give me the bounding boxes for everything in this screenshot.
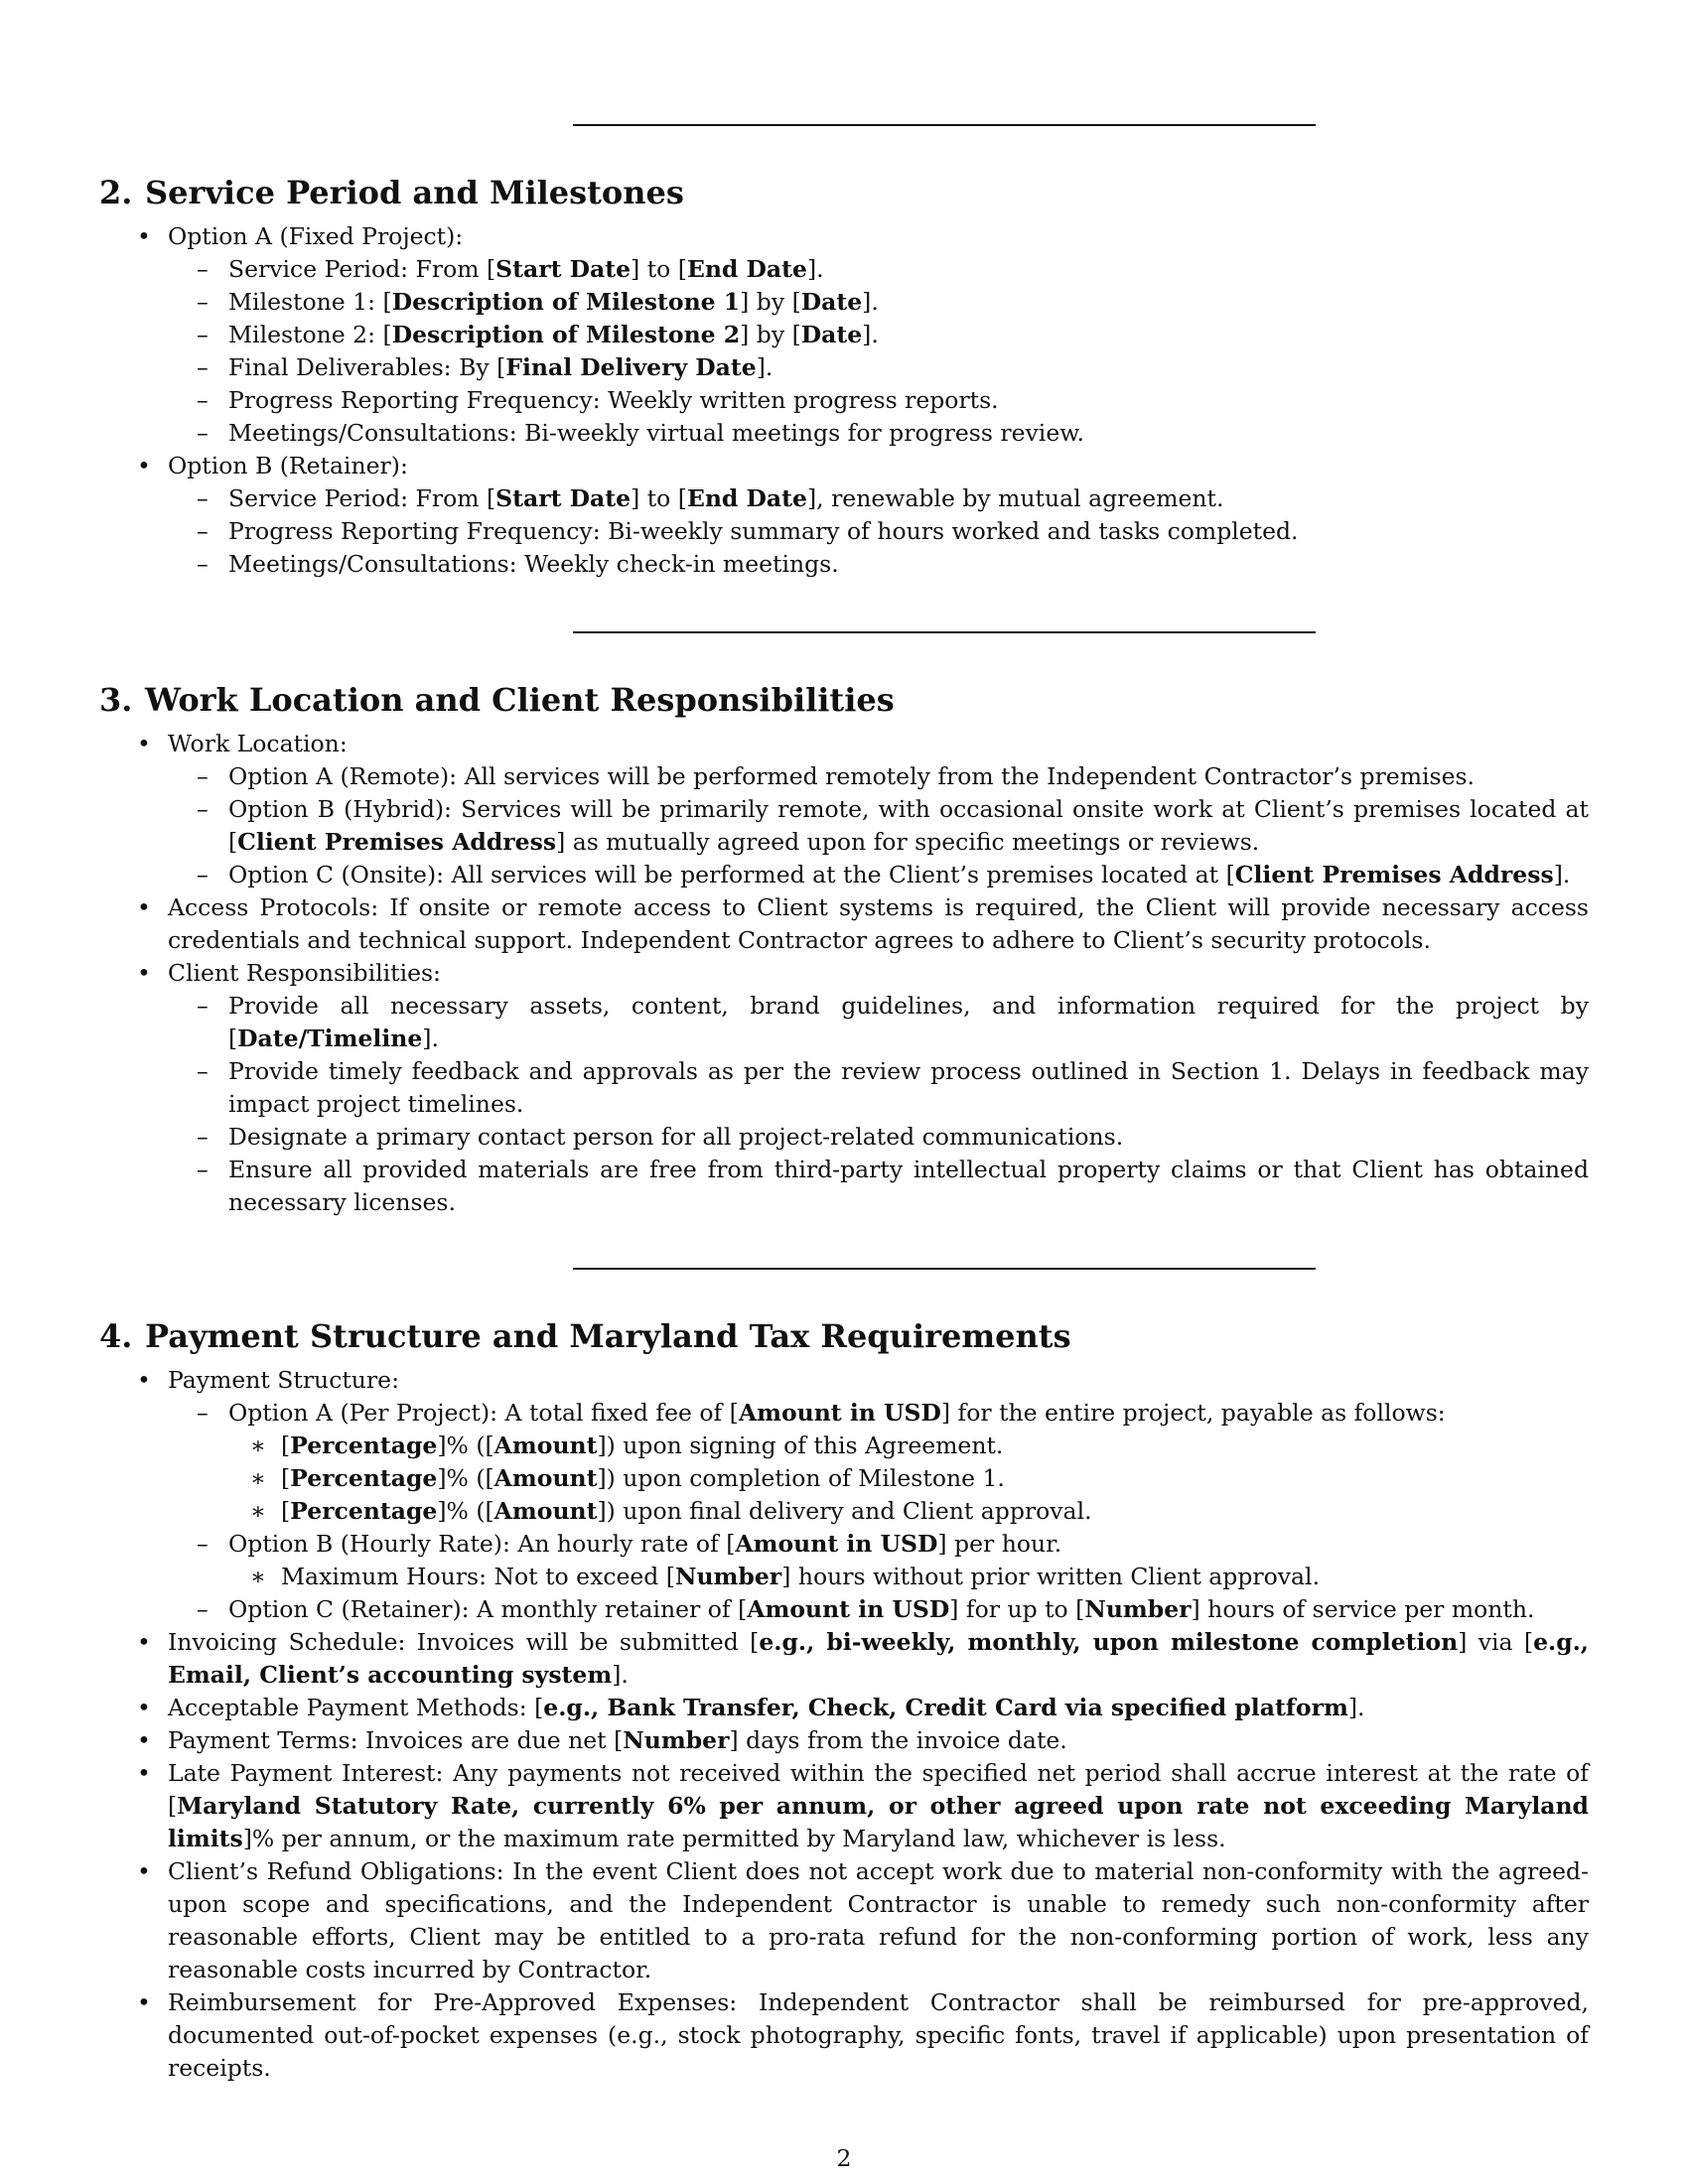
list-item: ∗ [Percentage]% ([Amount]) upon completion of Milestone 1. [250,1464,1005,1492]
section-2 [99,173,1589,581]
list-item: • Reimbursement for Pre-Approved Expenses: Independent Contractor shall be reimbursed for pre-approved, documented out-of-pocket expenses (e.g., stock photography, specific fonts, travel if applicable) upon presentation of receipts. [137,1988,1589,2082]
list-item: • Client Responsibilities: [137,959,441,987]
list-item: • Client’s Refund Obligations: In the event Client does not accept work due to material non-conformity with the agreed-upon scope and specifications, and the Independent Contractor is unable to remedy such non-conformity after reasonable efforts, Client may be entitled to a pro-rata refund for the non-conforming portion of work, less any reasonable costs incurred by Contractor. [137,1857,1589,1983]
list-item: – Designate a primary contact person for all project-related communications. [197,1123,1124,1151]
list-item: – Option A (Remote): All services will be performed remotely from the Independent Contractor’s premises. [197,762,1476,790]
horizontal-rule [573,124,1316,126]
page-number: 2 [836,2144,852,2172]
list-item: ∗ Maximum Hours: Not to exceed [Number] hours without prior written Client approval. [250,1563,1321,1590]
section-4 [99,1316,1589,2085]
list-item: • Late Payment Interest: Any payments not received within the specified net period shall accrue interest at the rate of [Maryland Statutory Rate, currently 6% per annum, or other agreed upon rate not exceeding Maryland limits]% per annum, or the maximum rate permitted by Maryland law, whichever is less. [137,1759,1589,1852]
section-number: 3. [99,681,133,719]
section-number: 2. [99,174,133,211]
list-item: • Access Protocols: If onsite or remote access to Client systems is required, the Client will provide necessary access credentials and technical support. Independent Contractor agrees to adhere to Client’s security protocols. [137,893,1589,954]
list-item: ∗ [Percentage]% ([Amount]) upon signing of this Agreement. [250,1432,1004,1459]
section-heading [99,173,1589,212]
list-item: – Option B (Hourly Rate): An hourly rate of [Amount in USD] per hour. [197,1530,1062,1558]
list-item: – Progress Reporting Frequency: Weekly written progress reports. [197,386,999,414]
list-item: • Payment Terms: Invoices are due net [Number] days from the invoice date. [137,1726,1067,1754]
list-item: • Option A (Fixed Project): [137,222,464,250]
list-item: – Milestone 2: [Description of Milestone 2] by [Date]. [197,321,879,348]
section-title: Work Location and Client Responsibilities [145,681,895,719]
list-item: – Option B (Hybrid): Services will be primarily remote, with occasional onsite work at Client’s premises located at [Client Premises Address] as mutually agreed upon for specific meetings or reviews. [197,795,1589,856]
list-item: – Option A (Per Project): A total fixed fee of [Amount in USD] for the entire project, payable as follows: [197,1399,1446,1427]
list-item: – Option C (Retainer): A monthly retainer of [Amount in USD] for up to [Number] hours of service per month. [197,1595,1535,1623]
section-number: 4. [99,1317,133,1355]
horizontal-rule [573,1268,1316,1270]
section-title: Payment Structure and Maryland Tax Requirements [145,1317,1071,1355]
horizontal-rule [573,631,1316,633]
list-item: • Payment Structure: [137,1366,399,1394]
list-item: – Provide timely feedback and approvals as per the review process outlined in Section 1. Delays in feedback may impact project timelines. [197,1057,1589,1118]
section-list [99,1364,1589,2085]
list-item: • Invoicing Schedule: Invoices will be submitted [e.g., bi-weekly, monthly, upon milestone completion] via [e.g., Email, Client’s accounting system]. [137,1628,1589,1689]
section-title: Service Period and Milestones [145,174,684,211]
list-item: – Final Deliverables: By [Final Delivery Date]. [197,353,774,381]
list-item: – Milestone 1: [Description of Milestone 1] by [Date]. [197,288,879,316]
list-item: ∗ [Percentage]% ([Amount]) upon final delivery and Client approval. [250,1497,1092,1525]
section-3 [99,680,1589,1219]
list-item: – Ensure all provided materials are free from third-party intellectual property claims or that Client has obtained necessary licenses. [197,1156,1589,1216]
list-item: • Work Location: [137,730,348,757]
list-item: – Option C (Onsite): All services will be performed at the Client’s premises located at [Client Premises Address]. [197,861,1571,888]
list-item: – Service Period: From [Start Date] to [End Date], renewable by mutual agreement. [197,484,1224,512]
section-list [99,728,1589,1219]
section-list [99,220,1589,581]
section-heading [99,680,1589,720]
list-item: • Acceptable Payment Methods: [e.g., Bank Transfer, Check, Credit Card via specified platform]. [137,1694,1365,1721]
list-item: • Option B (Retainer): [137,452,408,479]
list-item: – Provide all necessary assets, content, brand guidelines, and information required for the project by [Date/Timeline]. [197,992,1589,1052]
list-item: – Meetings/Consultations: Weekly check-in meetings. [197,550,839,578]
list-item: – Service Period: From [Start Date] to [End Date]. [197,255,824,283]
section-heading [99,1316,1589,1356]
list-item: – Progress Reporting Frequency: Bi-weekly summary of hours worked and tasks completed. [197,517,1299,545]
list-item: – Meetings/Consultations: Bi-weekly virtual meetings for progress review. [197,419,1085,447]
